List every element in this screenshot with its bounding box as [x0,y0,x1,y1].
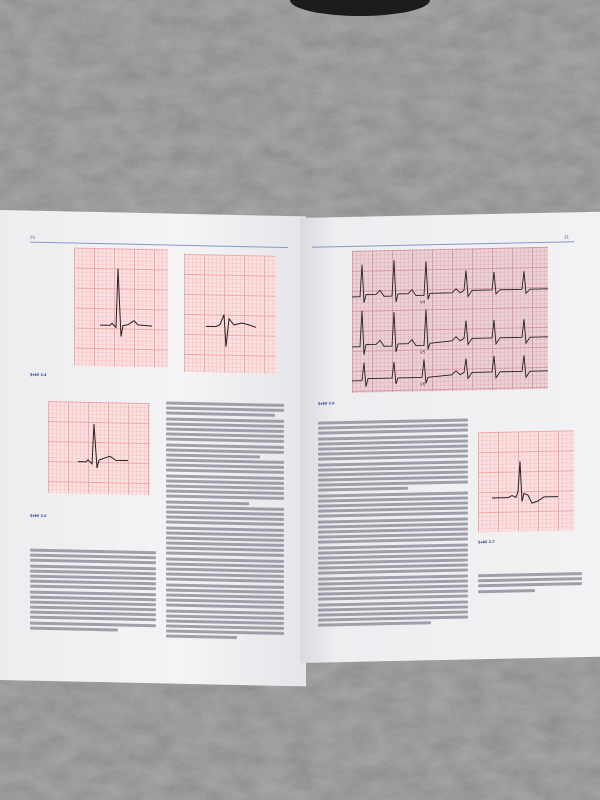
body-text-column [30,549,156,635]
lead-label: V6 [420,381,426,387]
ecg-panel [478,430,574,532]
left-page-number: 26 [30,234,36,240]
body-text-column [478,572,582,595]
figure-caption: Şekil 3.7 [478,539,495,545]
ecg-panel [184,254,276,374]
ecg-panel-large [352,247,548,393]
ecg-panel [74,248,168,368]
left-page [0,210,306,686]
figure-caption: Şekil 3.4 [30,372,47,377]
body-text-column [166,401,284,642]
right-page-number: 31 [564,234,570,240]
body-text-column [318,418,468,629]
header-rule [30,242,288,248]
lead-label: V5 [420,349,426,355]
figure-caption: Şekil 3.5 [30,513,47,518]
lead-label: V4 [420,299,426,305]
ecg-panel [48,401,150,495]
figure-caption: Şekil 3.6 [318,401,335,406]
right-page [300,212,600,663]
